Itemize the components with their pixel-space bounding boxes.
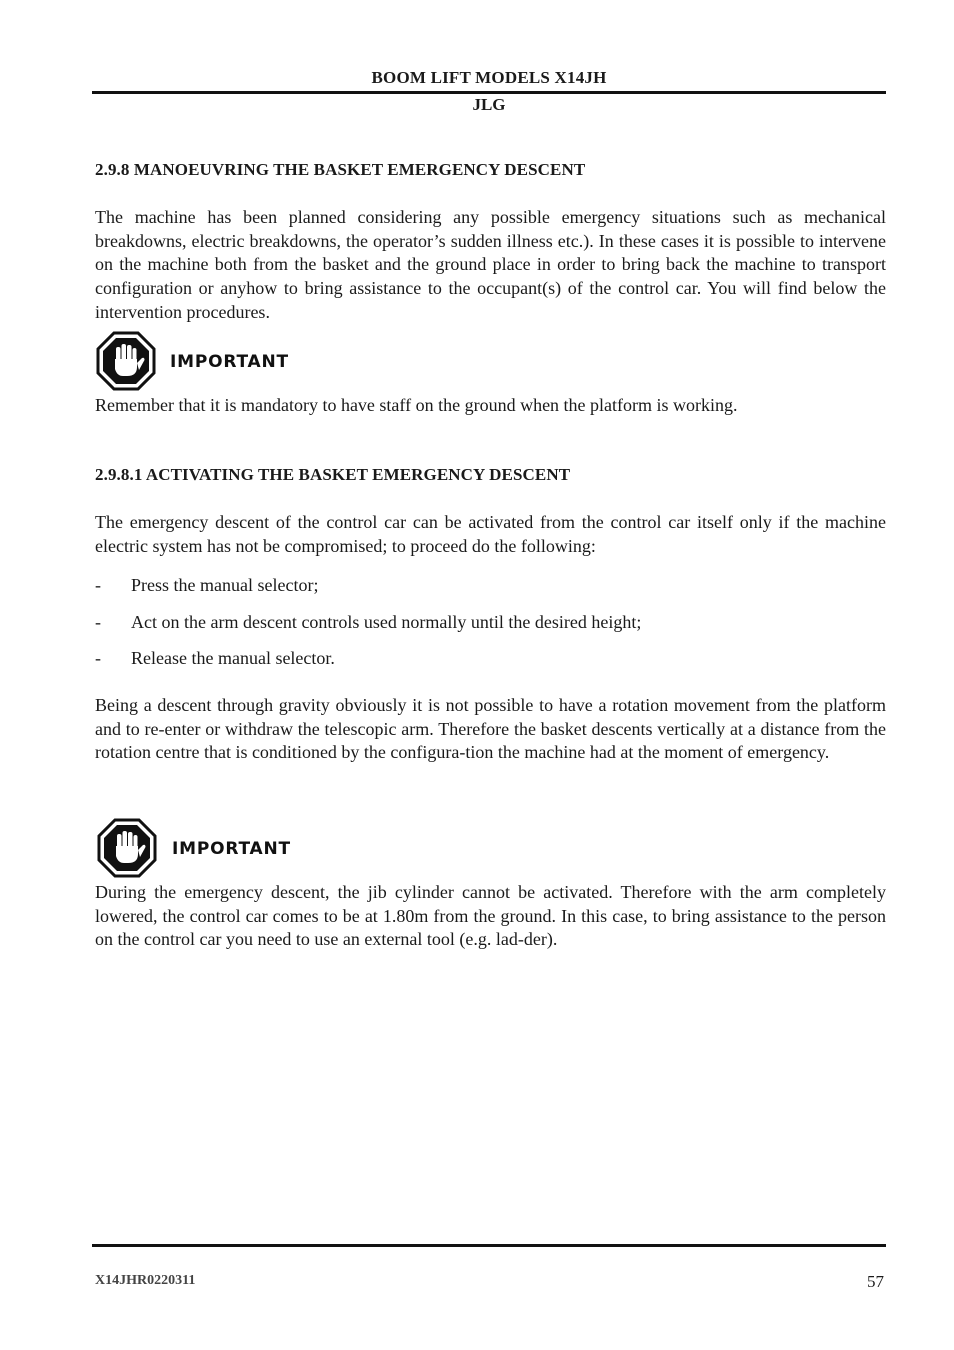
subsection-intro-paragraph: The emergency descent of the control car can be activated from the control car itself only if the machine electric system has not be compromised; to proceed do the following: [95,512,886,556]
stop-hand-icon [97,818,157,878]
header-divider [92,91,886,94]
list-dash: - [95,612,101,632]
list-item-text: Act on the arm descent controls used normally until the desired height; [131,612,642,632]
document-code: X14JHR0220311 [95,1273,196,1288]
list-dash: - [95,575,101,595]
important-label: IMPORTANT [170,352,289,372]
section-intro-paragraph: The machine has been planned considering any possible emergency situations such as mechanical breakdowns, electric breakdowns, the operator’s sudden illness etc.). In these cases it is possible to intervene on the machine both from the basket and the ground place in order to bring back the machine to transport configuration or anyhow to bring assistance to the occupant(s) of the control car. You will find below the intervention procedures. [95,207,886,322]
section-heading: 2.9.8 MANOEUVRING THE BASKET EMERGENCY DESCENT [95,160,586,179]
important-note-text: Remember that it is mandatory to have staff on the ground when the platform is working. [95,395,738,415]
document-header-title: BOOM LIFT MODELS X14JH [371,68,607,87]
document-brand: JLG [472,95,506,114]
important-note-text: During the emergency descent, the jib cylinder cannot be activated. Therefore with the arm completely lowered, the control car comes to be at 1.80m from the ground. In this case, to bring assistance to the person on the control car you need to use an external tool (e.g. lad-der). [95,882,886,950]
page-number: 57 [867,1272,884,1291]
list-dash: - [95,648,101,668]
subsection-heading: 2.9.8.1 ACTIVATING THE BASKET EMERGENCY DESCENT [95,465,571,484]
list-item-text: Press the manual selector; [131,575,319,595]
stop-hand-icon [96,331,156,391]
gravity-note-paragraph: Being a descent through gravity obviously it is not possible to have a rotation movement from the platform and to re-enter or withdraw the telescopic arm. Therefore the basket descents vertically at a distance from the rotation centre that is conditioned by the configura-tion the machine had at the moment of emergency. [95,695,886,763]
footer-divider [92,1244,886,1247]
list-item-text: Release the manual selector. [131,648,335,668]
important-label: IMPORTANT [172,839,291,859]
